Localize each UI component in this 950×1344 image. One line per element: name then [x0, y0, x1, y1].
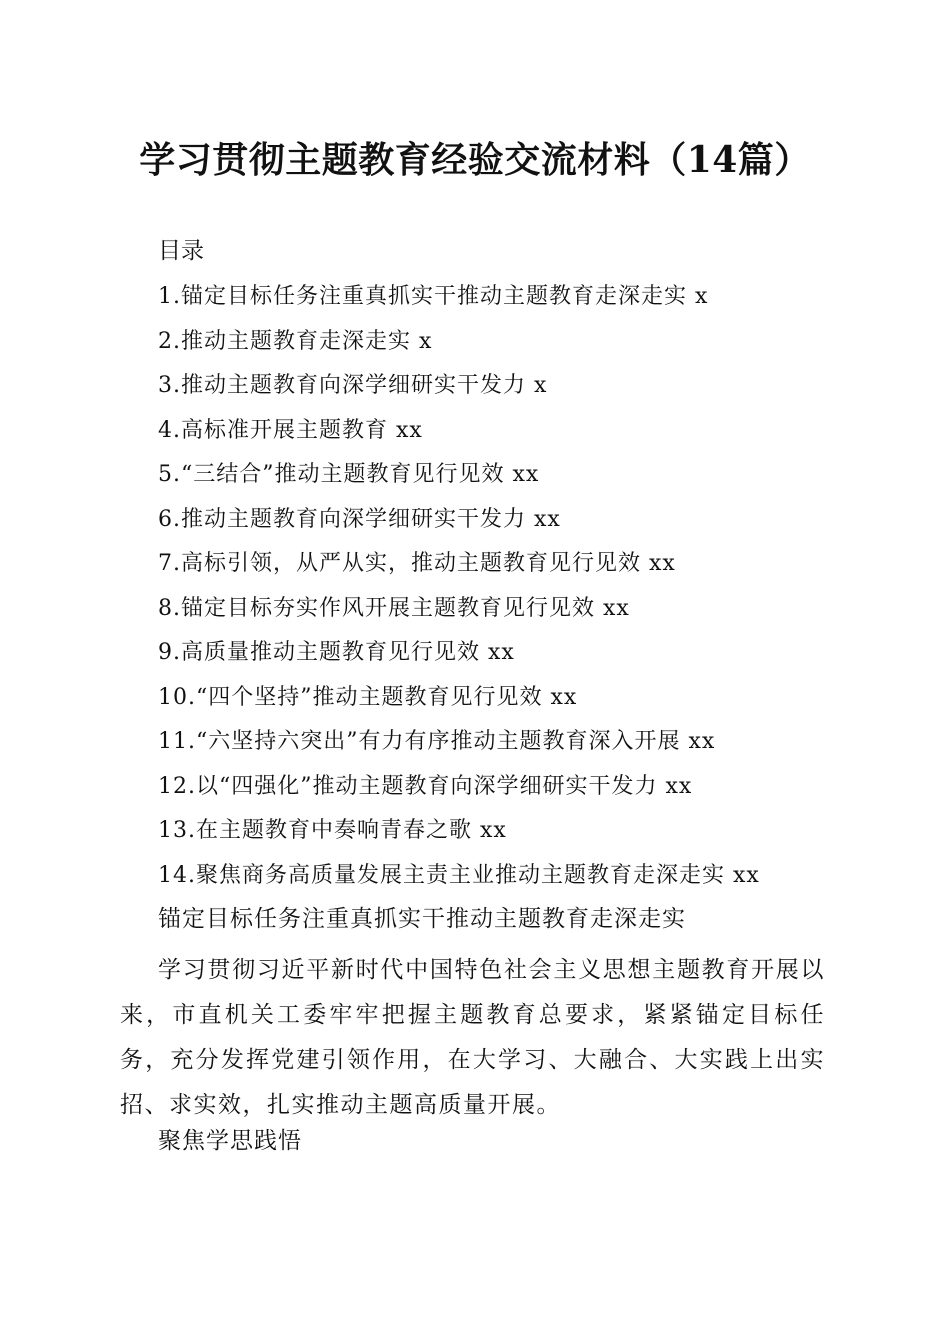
toc-item: 8.锚定目标夯实作风开展主题教育见行见效 xx: [158, 595, 630, 621]
toc-item: 10.“四个坚持”推动主题教育见行见效 xx: [158, 684, 578, 710]
toc-item: 4.高标准开展主题教育 xx: [158, 417, 423, 443]
toc-item: 3.推动主题教育向深学细研实干发力 x: [158, 373, 548, 398]
toc-item: 11.“六坚持六突出”有力有序推动主题教育深入开展 xx: [158, 729, 716, 754]
toc-item: 7.高标引领，从严从实，推动主题教育见行见效 xx: [158, 551, 676, 576]
toc-list: [158, 280, 838, 903]
toc-item: 9.高质量推动主题教育见行见效 xx: [158, 640, 515, 665]
toc-item: 2.推动主题教育走深走实 x: [158, 328, 433, 354]
toc-item: 13.在主题教育中奏响青春之歌 xx: [158, 818, 507, 843]
toc-item: 5.“三结合”推动主题教育见行见效 xx: [158, 462, 540, 487]
section-heading: 锚定目标任务注重真抓实干推动主题教育走深走实: [158, 906, 686, 932]
document-title: 学习贯彻主题教育经验交流材料（14篇）: [139, 139, 811, 181]
toc-item: 6.推动主题教育向深学细研实干发力 xx: [158, 506, 561, 532]
toc-item: 12.以“四强化”推动主题教育向深学细研实干发力 xx: [158, 773, 693, 799]
toc-item: 1.锚定目标任务注重真抓实干推动主题教育走深走实 x: [158, 284, 709, 309]
toc-item: 14.聚焦商务高质量发展主责主业推动主题教育走深走实 xx: [158, 862, 760, 888]
subheading: 聚焦学思践悟: [158, 1128, 302, 1154]
body-paragraph: 学习贯彻习近平新时代中国特色社会主义思想主题教育开展以来，市直机关工委牢牢把握主题教育总要求，紧紧锚定目标任务，充分发挥党建引领作用，在大学习、大融合、大实践上出实招、求实效，扎实推动主题高质量开展。: [120, 957, 825, 1118]
toc-heading: 目录: [158, 238, 204, 264]
